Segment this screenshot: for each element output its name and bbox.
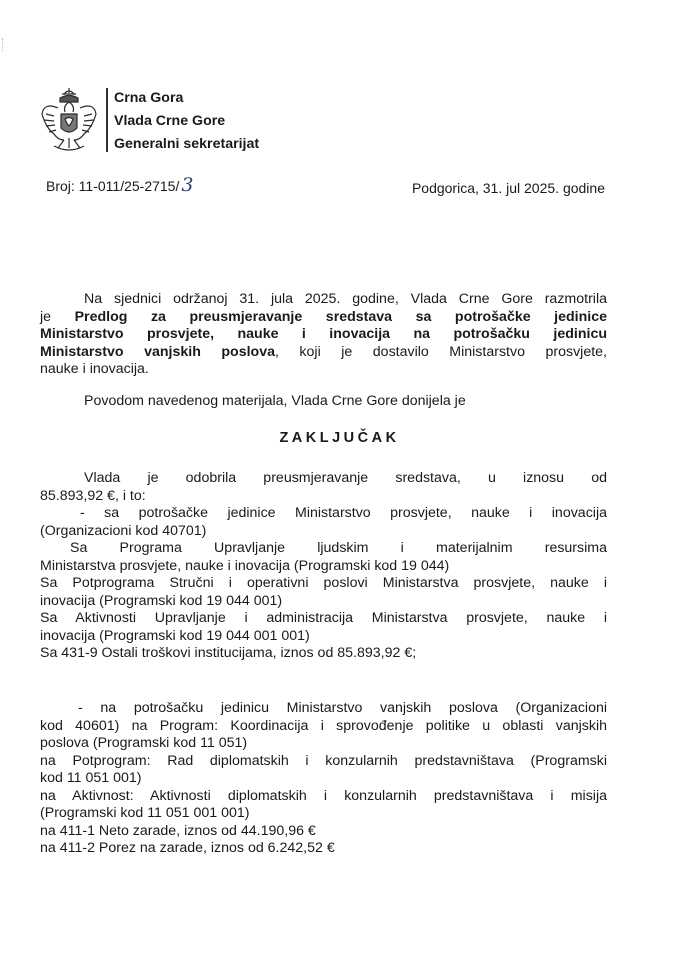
from-line-8: inovacija (Programski kod 19 044 001) — [40, 592, 283, 609]
to-line-1 — [40, 700, 607, 718]
handwritten-number: 3 — [181, 174, 194, 196]
letterhead-divider — [106, 88, 108, 152]
intro-line-1 — [40, 291, 607, 309]
scan-mark — [2, 38, 6, 52]
intro-line-2 — [40, 309, 607, 327]
to-line-5: kod 11 051 001) — [40, 770, 142, 786]
document-title: ZAKLJUČAK — [279, 430, 400, 446]
intro-bold-3: Ministarstvo prosvjete, nauke i inovacija na potrošačku jedinicu — [40, 326, 607, 342]
intro-line-3 — [40, 326, 607, 344]
letterhead-office: Generalni sekretarijat — [114, 136, 260, 152]
place-date: Podgorica, 31. jul 2025. godine — [411, 180, 605, 196]
from-text-1: Vlada je odobrila preusmjeravanje sredstava, u iznosu od — [84, 470, 607, 486]
reference-number — [46, 174, 193, 196]
letterhead-country: Crna Gora — [114, 90, 184, 106]
from-line-9: Sa Aktivnosti Upravljanje i administracija Ministarstva prosvjete, nauke i — [40, 610, 607, 626]
from-line-3 — [40, 505, 607, 523]
to-line-4: na Potprogram: Rad diplomatskih i konzularnih predstavništava (Programski — [40, 752, 607, 769]
from-line-4: (Organizacioni kod 40701) — [40, 522, 207, 539]
intro-text-4b: , koji je dostavilo Ministarstvo prosvjete, — [274, 343, 607, 360]
intro-bold-2: Predlog za preusmjeravanje sredstava sa potrošačke jedinice — [74, 308, 607, 325]
to-line-2: kod 40601) na Program: Koordinacija i sprovođenje politike u oblasti vanjskih — [40, 717, 607, 734]
intro-text-1: Na sjednici održanoj 31. jula 2025. godine, Vlada Crne Gore razmotrila — [84, 291, 607, 307]
intro-paragraph — [40, 291, 607, 379]
from-line-2: 85.893,92 €, i to: — [40, 487, 146, 504]
from-line-10: inovacija (Programski kod 19 044 001 001) — [40, 627, 310, 644]
intro-line-5: nauke i inovacija. — [40, 361, 149, 377]
from-line-5 — [40, 540, 607, 558]
intro-line-4 — [40, 344, 607, 362]
letterhead — [114, 87, 259, 156]
letterhead-government: Vlada Crne Gore — [114, 113, 226, 129]
from-line-1 — [40, 470, 607, 488]
to-line-9: na 411-2 Porez na zarade, iznos od 6.242,52 € — [40, 840, 335, 856]
from-text-5: Sa Programa Upravljanje ljudskim i materijalnim resursima — [70, 540, 607, 556]
from-line-11: Sa 431-9 Ostali troškovi institucijama, iznos od 85.893,92 €; — [40, 645, 417, 661]
from-line-6: Ministarstva prosvjete, nauke i inovacija (Programski kod 19 044) — [40, 557, 450, 574]
to-line-6: na Aktivnost: Aktivnosti diplomatskih i konzularnih predstavništava i misija — [40, 787, 607, 804]
section-from — [40, 470, 607, 663]
from-text-3: - sa potrošačke jedinice Ministarstvo prosvjete, nauke i inovacija — [80, 505, 607, 521]
to-text-1: - na potrošačku jedinicu Ministarstvo vanjskih poslova (Organizacioni — [78, 700, 607, 716]
section-to — [40, 700, 607, 858]
intro-bold-4: Ministarstvo vanjskih poslova — [40, 343, 275, 360]
to-line-8: na 411-1 Neto zarade, iznos od 44.190,96 € — [40, 822, 316, 839]
intro-text-2a: je — [40, 308, 75, 325]
to-line-3: poslova (Programski kod 11 051) — [40, 735, 248, 751]
from-line-7: Sa Potprograma Stručni i operativni poslovi Ministarstva prosvjete, nauke i — [40, 575, 607, 591]
intro-povodom: Povodom navedenog materijala, Vlada Crne Gore donijela je — [84, 393, 466, 409]
coat-of-arms-icon — [40, 88, 98, 154]
reference-number-text: Broj: 11-011/25-2715/ — [46, 178, 180, 194]
to-line-7: (Programski kod 11 051 001 001) — [40, 805, 250, 821]
